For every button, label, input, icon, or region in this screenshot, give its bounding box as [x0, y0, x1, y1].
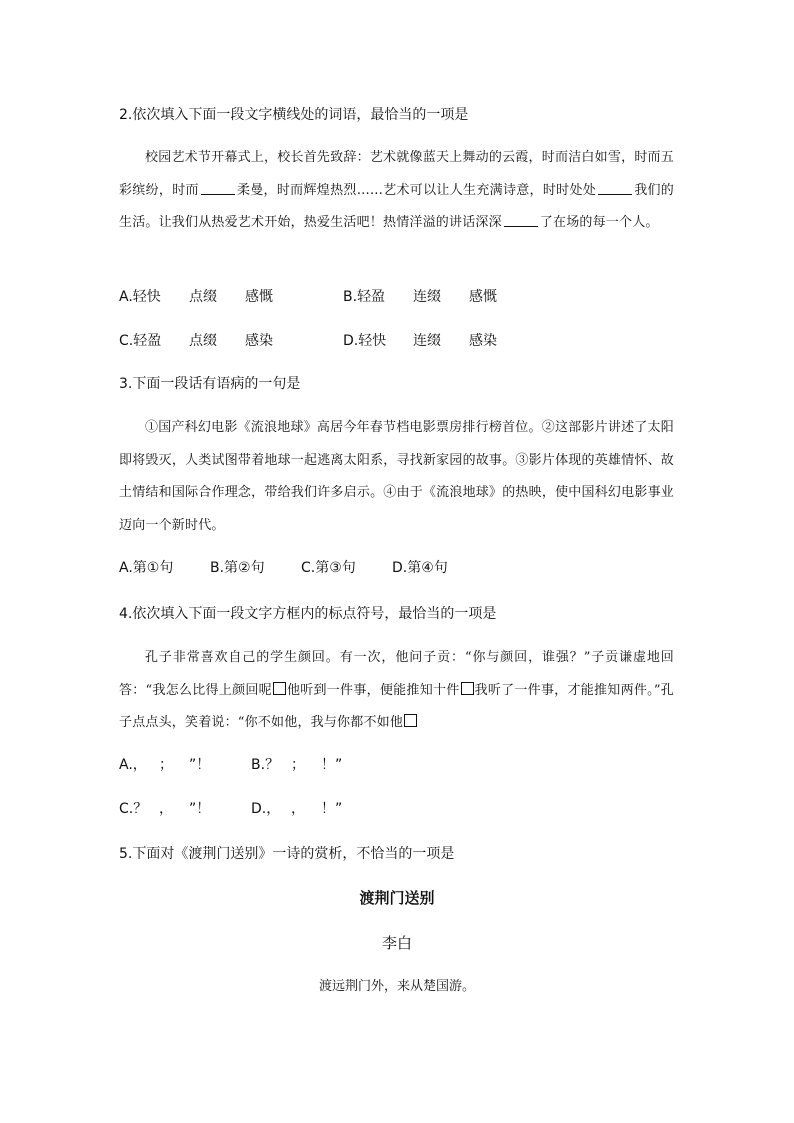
- option-mark: ”！: [189, 801, 211, 817]
- q4-option-b: [251, 754, 343, 774]
- option-word: 点缀: [189, 289, 217, 305]
- q2-passage-part4: 了在场的每一个人。: [539, 215, 659, 230]
- q2-option-a: [119, 286, 273, 306]
- option-word: 连缀: [413, 333, 441, 349]
- q3-option-d: D.第④句: [392, 560, 448, 576]
- q4-passage-part2: 他听到一件事，便能推知十件: [286, 682, 460, 698]
- q4-passage-part1: 孔子非常喜欢自己的学生颜回。有一次，他问子贡：“你与颜回，谁强？”子贡谦虚地回答：“我怎么比得上颜回呢: [119, 650, 674, 698]
- punctuation-box-3: [404, 714, 417, 727]
- option-mark: ，: [291, 801, 305, 817]
- q2-passage: [119, 142, 674, 240]
- option-mark: ；: [159, 757, 173, 773]
- option-letter: D.: [251, 801, 267, 817]
- option-mark: ，: [266, 801, 281, 817]
- q3-option-b: B.第②句: [210, 560, 265, 576]
- punctuation-box-1: [273, 682, 286, 695]
- q3-passage: [119, 412, 674, 542]
- poem-author: 李白: [381, 934, 412, 952]
- q4-option-c: [119, 798, 211, 818]
- option-mark: ，: [132, 757, 147, 773]
- option-word: 轻快: [358, 333, 387, 349]
- q2-option-d: [343, 330, 497, 350]
- option-word: 感染: [469, 333, 497, 349]
- q5-title: 5.下面对《渡荆门送别》一诗的赏析，不恰当的一项是: [119, 846, 455, 862]
- option-word: 轻盈: [357, 289, 386, 305]
- option-letter: C.: [119, 333, 134, 349]
- option-mark: ！”: [321, 757, 343, 773]
- q3-option-c: C.第③句: [301, 560, 356, 576]
- q4-option-d: [251, 798, 343, 818]
- poem-title: 渡荆门送别: [359, 889, 435, 907]
- option-letter: D.: [343, 333, 359, 349]
- q2-option-c: [119, 330, 273, 350]
- poem-line-1: 渡远荆门外，来从楚国游。: [318, 979, 475, 994]
- option-word: 感慨: [245, 289, 273, 305]
- q4-title: 4.依次填入下面一段文字方框内的标点符号，最恰当的一项是: [119, 606, 497, 622]
- option-word: 感慨: [469, 289, 497, 305]
- q2-title: 2.依次填入下面一段文字横线处的词语，最恰当的一项是: [119, 107, 469, 123]
- option-word: 轻快: [132, 289, 161, 305]
- option-mark: ？: [133, 801, 148, 817]
- option-letter: B.: [251, 757, 266, 773]
- q3-option-a: A.第①句: [119, 560, 174, 576]
- q4-passage: [119, 642, 674, 740]
- option-letter: A.: [119, 289, 133, 305]
- option-mark: ？: [265, 757, 280, 773]
- option-mark: ，: [159, 801, 173, 817]
- option-letter: B.: [343, 289, 358, 305]
- option-word: 点缀: [189, 333, 217, 349]
- option-mark: ；: [291, 757, 305, 773]
- q2-passage-part3: 我们的生活。让我们从热爱艺术开始，热爱生活吧！热情洋溢的讲话深深: [119, 182, 675, 230]
- option-letter: A.: [119, 757, 133, 773]
- option-word: 轻盈: [133, 333, 162, 349]
- q3-title: 3.下面一段话有语病的一句是: [119, 376, 301, 392]
- q2-passage-part1: 校园艺术节开幕式上，校长首先致辞：艺术就像蓝天上舞动的云霞，时而洁白如雪，时而五彩缤纷，时而: [119, 150, 674, 198]
- option-word: 感染: [245, 333, 273, 349]
- punctuation-box-2: [461, 682, 474, 695]
- q2-passage-part2: 柔曼，时而辉煌热烈……艺术可以让人生充满诗意，时时处处: [236, 182, 597, 198]
- option-word: 连缀: [413, 289, 441, 305]
- option-letter: C.: [119, 801, 134, 817]
- option-mark: ”！: [189, 757, 211, 773]
- q2-option-b: [343, 286, 497, 306]
- blank-3: [504, 212, 538, 227]
- q4-option-a: [119, 754, 211, 774]
- option-mark: ！”: [321, 801, 343, 817]
- q4-passage-part3: 我听了一件事，才能推知两件。”孔子点点头，笑着说：“你不如他，我与你都不如他: [119, 682, 674, 730]
- blank-1: [201, 180, 235, 195]
- q3-passage-text: ①国产科幻电影《流浪地球》高居今年春节档电影票房排行榜首位。②这部影片讲述了太阳即将毁灭，人类试图带着地球一起逃离太阳系，寻找新家园的故事。③影片体现的英雄情怀、故土情结和国际合作理念，带给我们许多启示。④由于《流浪地球》的热映，使中国科幻电影事业迈向一个新时代。: [119, 420, 674, 533]
- blank-2: [598, 180, 632, 195]
